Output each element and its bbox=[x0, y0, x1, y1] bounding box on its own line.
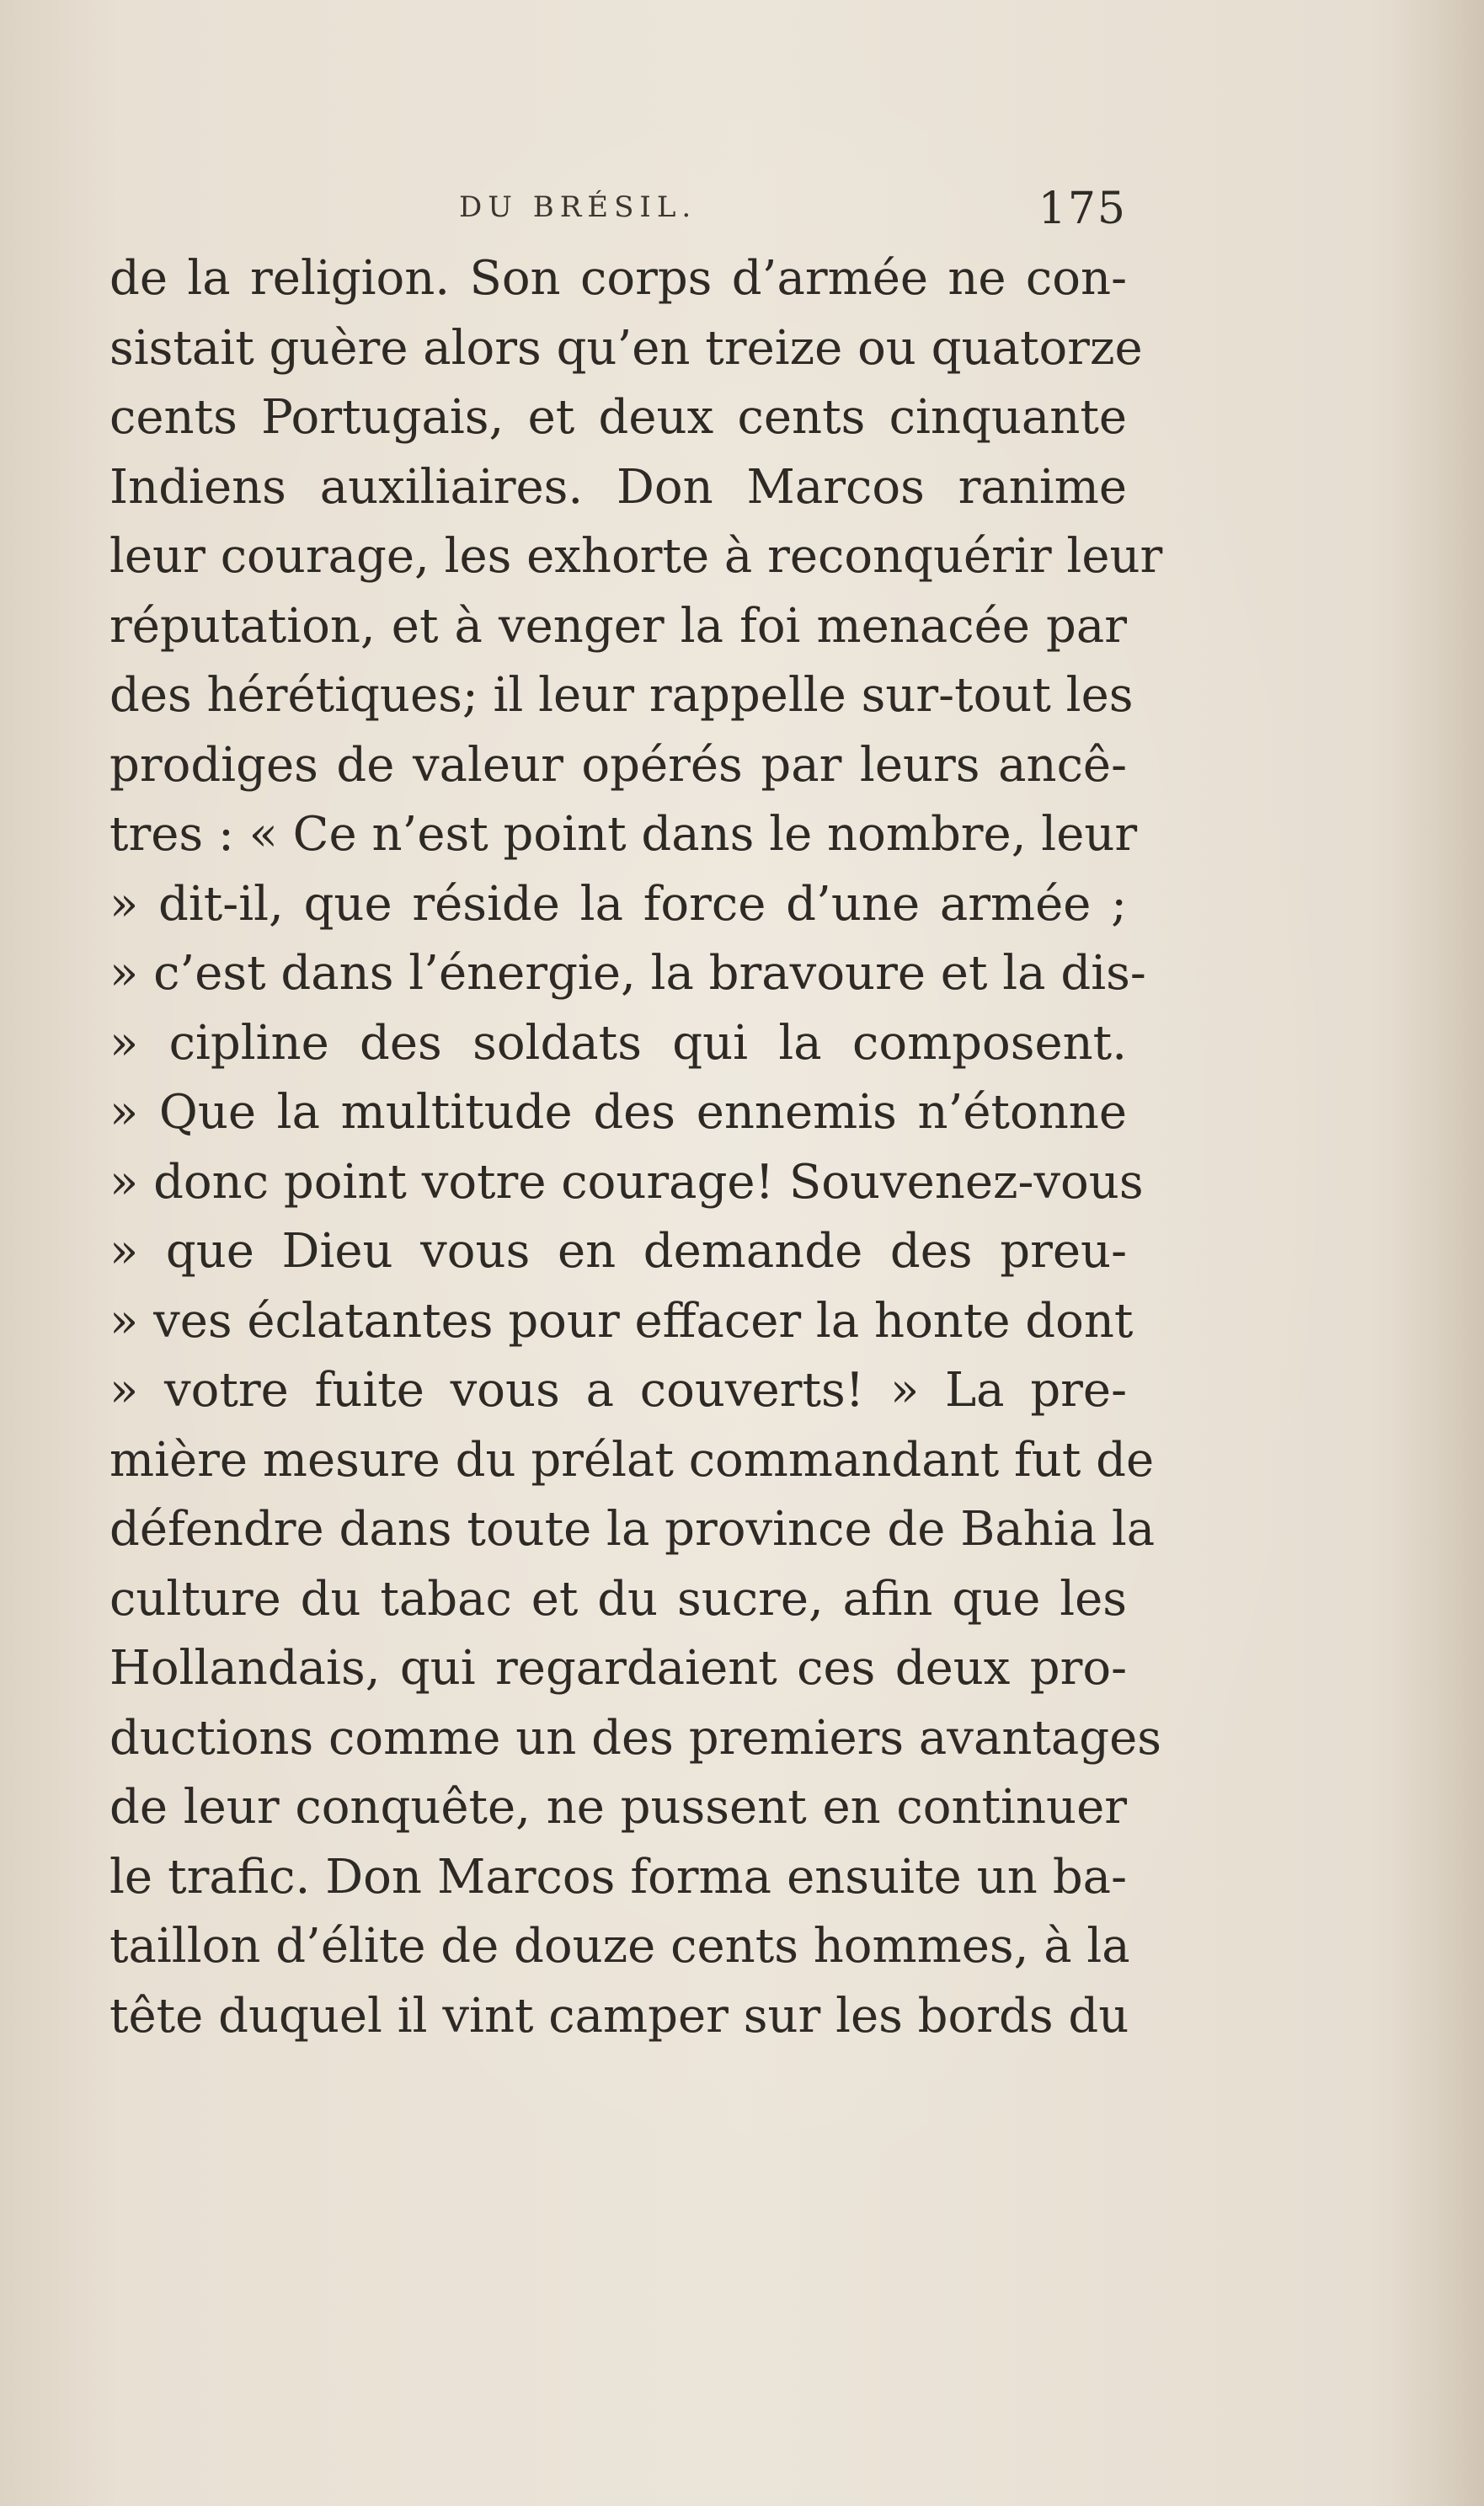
text-line: cents Portugais, et deux cents cinquante bbox=[109, 390, 1127, 445]
text-line: » votre fuite vous a couverts! » La pre- bbox=[109, 1363, 1127, 1418]
page-fold-shadow bbox=[1390, 0, 1484, 2506]
text-line: défendre dans toute la province de Bahia la bbox=[109, 1502, 1156, 1557]
body-text bbox=[109, 244, 1163, 2051]
text-line: » dit-il, que réside la force d’une armée ; bbox=[109, 876, 1127, 932]
text-line: de leur conquête, ne pussent en continuer bbox=[109, 1780, 1127, 1835]
text-line: mière mesure du prélat commandant fut de bbox=[109, 1432, 1155, 1488]
text-line: leur courage, les exhorte à reconquérir leur bbox=[109, 529, 1163, 584]
running-title: DU BRÉSIL. bbox=[459, 190, 697, 224]
text-line: » donc point votre courage! Souvenez-vous bbox=[109, 1154, 1144, 1210]
text-line: Hollandais, qui regardaient ces deux pro- bbox=[109, 1641, 1127, 1696]
text-line: » cipline des soldats qui la composent. bbox=[109, 1015, 1127, 1071]
text-line: » ves éclatantes pour effacer la honte dont bbox=[109, 1293, 1134, 1349]
text-line: des hérétiques; il leur rappelle sur-tout les bbox=[109, 668, 1134, 723]
page-number: 175 bbox=[1038, 184, 1127, 234]
text-line: tête duquel il vint camper sur les bords du bbox=[109, 1988, 1129, 2044]
text-line: ductions comme un des premiers avantages bbox=[109, 1710, 1162, 1766]
running-header bbox=[109, 184, 1127, 234]
text-line: » que Dieu vous en demande des preu- bbox=[109, 1224, 1127, 1279]
text-line: taillon d’élite de douze cents hommes, à la bbox=[109, 1919, 1130, 1974]
text-line: réputation, et à venger la foi menacée par bbox=[109, 598, 1127, 654]
text-line: tres : « Ce n’est point dans le nombre, leur bbox=[109, 807, 1138, 862]
text-line: prodiges de valeur opérés par leurs ancê- bbox=[109, 737, 1127, 793]
text-line: de la religion. Son corps d’armée ne con- bbox=[109, 251, 1127, 306]
text-line: sistait guère alors qu’en treize ou quatorze bbox=[109, 320, 1143, 376]
text-line: le trafic. Don Marcos forma ensuite un ba- bbox=[109, 1849, 1127, 1905]
text-line: culture du tabac et du sucre, afin que les bbox=[109, 1571, 1127, 1627]
text-line: » Que la multitude des ennemis n’étonne bbox=[109, 1085, 1127, 1140]
text-line: » c’est dans l’énergie, la bravoure et la dis- bbox=[109, 946, 1146, 1001]
text-line: Indiens auxiliaires. Don Marcos ranime bbox=[109, 459, 1127, 515]
